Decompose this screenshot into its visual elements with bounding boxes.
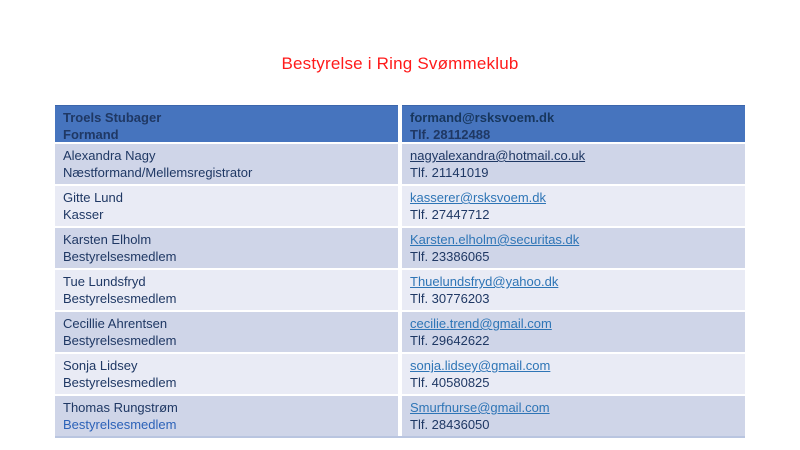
member-role: Bestyrelsesmedlem — [63, 249, 177, 264]
member-email-link[interactable]: nagyalexandra@hotmail.co.uk — [410, 148, 586, 163]
member-name: Tue Lundsfryd — [63, 274, 146, 289]
table-row — [55, 186, 745, 226]
member-name: Alexandra Nagy — [63, 148, 156, 163]
contact-cell — [402, 354, 745, 394]
member-email-link[interactable]: Karsten.elholm@securitas.dk — [410, 232, 580, 247]
contact-cell — [402, 312, 745, 352]
member-phone: Tlf. 27447712 — [410, 207, 490, 222]
member-phone: Tlf. 23386065 — [410, 249, 490, 264]
member-cell — [55, 186, 398, 226]
member-name: Cecillie Ahrentsen — [63, 316, 168, 331]
page-title: Bestyrelse i Ring Svømmeklub — [281, 54, 519, 73]
member-cell — [55, 144, 398, 184]
member-phone: Tlf. 21141019 — [410, 165, 489, 180]
contact-cell — [402, 186, 745, 226]
member-role: Bestyrelsesmedlem — [63, 375, 177, 390]
table-row — [55, 144, 745, 184]
member-name: Sonja Lidsey — [63, 358, 138, 373]
member-cell — [55, 228, 398, 268]
member-email: formand@rsksvoem.dk — [410, 110, 555, 125]
table-row — [55, 105, 745, 142]
member-name: Gitte Lund — [63, 190, 123, 205]
table-bottom-border — [55, 436, 745, 438]
contact-cell — [402, 228, 745, 268]
contact-cell — [402, 270, 745, 310]
member-phone: Tlf. 28436050 — [410, 417, 490, 432]
member-role: Formand — [63, 127, 119, 142]
member-role: Næstformand/Mellemsregistrator — [63, 165, 253, 180]
contact-cell — [402, 144, 745, 184]
member-email-link[interactable]: Smurfnurse@gmail.com — [410, 400, 550, 415]
member-role: Bestyrelsesmedlem — [63, 417, 177, 432]
member-name: Karsten Elholm — [63, 232, 152, 247]
table-row — [55, 312, 745, 352]
contact-cell — [402, 396, 745, 436]
member-cell — [55, 105, 398, 142]
table-row — [55, 354, 745, 394]
member-phone: Tlf. 29642622 — [410, 333, 490, 348]
member-cell — [55, 354, 398, 394]
member-role: Bestyrelsesmedlem — [63, 291, 177, 306]
member-cell — [55, 396, 398, 436]
contact-cell — [402, 105, 745, 142]
table-row — [55, 228, 745, 268]
table-row — [55, 396, 745, 436]
member-phone: Tlf. 40580825 — [410, 375, 490, 390]
member-email-link[interactable]: sonja.lidsey@gmail.com — [410, 358, 551, 373]
member-name: Thomas Rungstrøm — [63, 400, 178, 415]
board-contact-table — [55, 105, 745, 438]
member-cell — [55, 312, 398, 352]
member-email-link[interactable]: Thuelundsfryd@yahoo.dk — [410, 274, 559, 289]
member-phone: Tlf. 28112488 — [410, 127, 491, 142]
member-email-link[interactable]: cecilie.trend@gmail.com — [410, 316, 552, 331]
member-name: Troels Stubager — [63, 110, 162, 125]
member-email-link[interactable]: kasserer@rsksvoem.dk — [410, 190, 547, 205]
member-cell — [55, 270, 398, 310]
table-row — [55, 270, 745, 310]
member-role: Kasser — [63, 207, 104, 222]
member-role: Bestyrelsesmedlem — [63, 333, 177, 348]
member-phone: Tlf. 30776203 — [410, 291, 490, 306]
